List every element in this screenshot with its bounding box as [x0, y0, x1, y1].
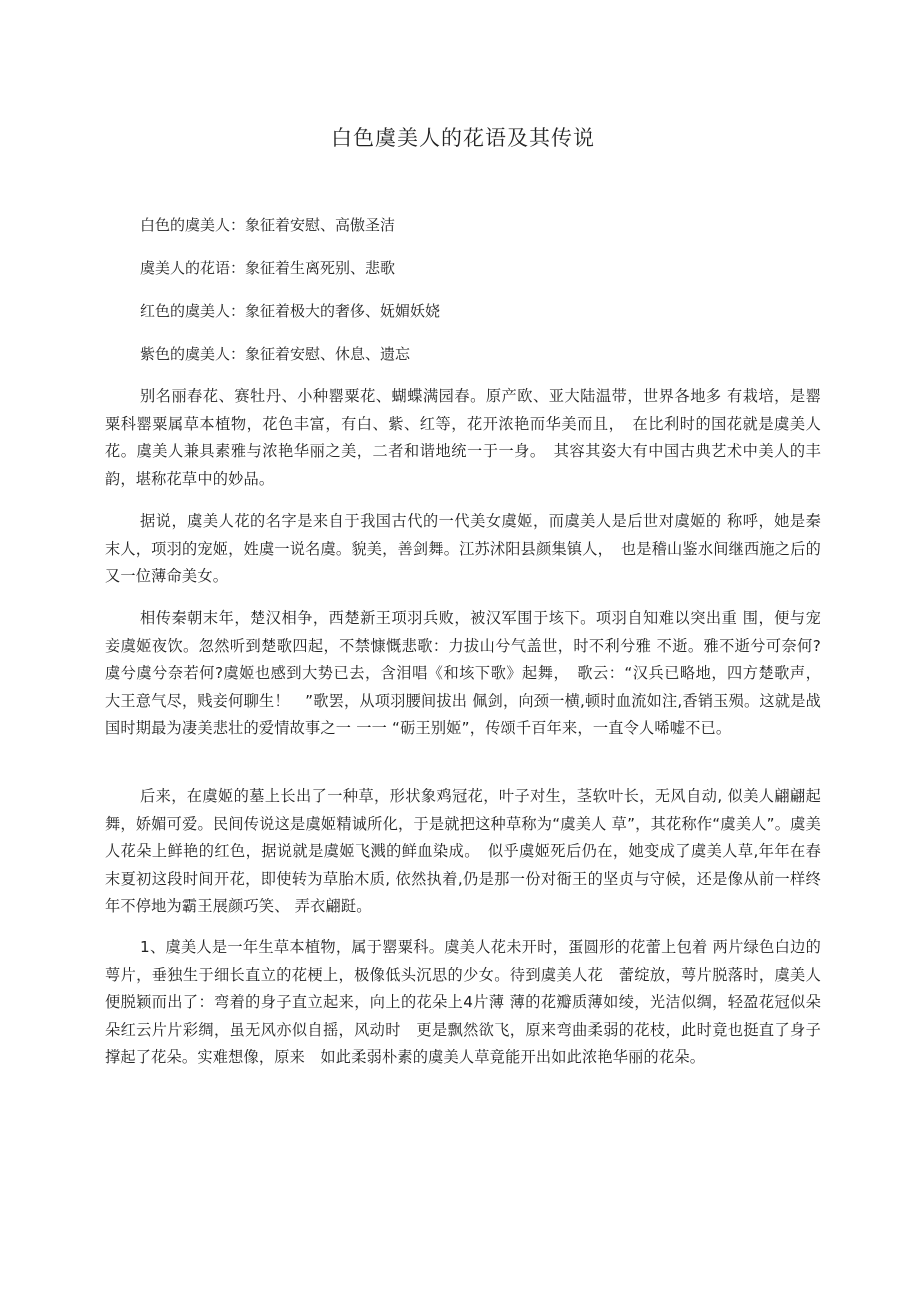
- meaning-item-general: 虞美人的花语：象征着生离死别、悲歌: [140, 259, 396, 277]
- meaning-item-red: 红色的虞美人：象征着极大的奢侈、妩媚妖娆: [140, 302, 441, 320]
- flower-meanings-list: [140, 214, 440, 386]
- paragraph-botany: 1、虞美人是一年生草本植物，属于罂粟科。虞美人花未开时，蛋圆形的花蕾上包着 两片绿色白边的萼片，垂独生于细长直立的花梗上，极像低头沉思的少女。待到虞美人花 蕾绽放，萼片脱落时，虞美人便脱颖而出了：弯着的身子直立起来，向上的花朵上4片薄 薄的花瓣质薄如绫，光洁似绸，轻盈花冠似朵朵红云片片彩绸，虽无风亦似自摇，风动时 更是飘然欲飞，原来弯曲柔弱的花枝，此时竟也挺直了身子撑起了花朵。实难想像，原来 如此柔弱朴素的虞美人草竟能开出如此浓艳华丽的花朵。: [105, 938, 821, 1067]
- paragraph-legend: 相传秦朝末年，楚汉相争，西楚新王项羽兵败，被汉军围于垓下。项羽自知难以突出重 围，便与宠妾虞姬夜饮。忽然听到楚歌四起，不禁慷慨悲歌：力拔山兮气盖世，时不利兮雅 不逝。雅不逝兮可奈何?虞兮虞兮奈若何?虞姬也感到大势已去，含泪唱《和垓下歌》起舞， 歌云：“汉兵已略地，四方楚歌声，大王意气尽，贱妾何聊生！ ”歌罢，从项羽腰间拔出 佩剑，向颈一横,顿时血流如注,香销玉殒。这就是战国时期最为凄美悲壮的爱情故事之一 一一 “砺王别姬”，传颂千百年来，一直令人唏嘘不已。: [105, 609, 821, 738]
- meaning-item-white: 白色的虞美人：象征着安慰、高傲圣洁: [140, 216, 396, 234]
- paragraph-aliases: 别名丽春花、赛牡丹、小种罂粟花、蝴蝶满园春。原产欧、亚大陆温带，世界各地多 有栽培，是罂粟科罂粟属草本植物，花色丰富，有白、紫、红等，花开浓艳而华美而且， 在比利时的国花就是虞美人花。虞美人兼具素雅与浓艳华丽之美，二者和谐地统一于一身。 其容其姿大有中国古典艺术中美人的丰韵，堪称花草中的妙品。: [105, 387, 821, 488]
- meaning-item-purple: 紫色的虞美人：象征着安慰、休息、遗忘: [140, 345, 411, 363]
- document-title: 白色虞美人的花语及其传说: [331, 126, 595, 150]
- paragraph-name-origin: 据说，虞美人花的名字是来自于我国古代的一代美女虞姬，而虞美人是后世对虞姬的 称呼，她是秦末人，项羽的宠姬，姓虞一说名虞。貌美，善剑舞。江苏沭阳县颜集镇人， 也是稽山鉴水间继西施之后的又一位薄命美女。: [105, 512, 821, 586]
- paragraph-grave-flower: 后来，在虞姬的墓上长出了一种草，形状象鸡冠花，叶子对生，茎软叶长，无风自动, 似美人翩翩起舞，娇媚可爱。民间传说这是虞姬精诚所化，于是就把这种草称为“虞美人 草”，其花称作“虞美人”。虞美人花朵上鲜艳的红色，据说就是虞姬飞溅的鲜血染成。 似乎虞姬死后仍在，她变成了虞美人草,年年在春末夏初这段时间开花，即使转为草胎木质, 依然执着,仍是那一份对衙王的坚贞与守候，还是像从前一样终年不停地为霸王展颜巧笑、 弄衣翩跹。: [105, 787, 821, 916]
